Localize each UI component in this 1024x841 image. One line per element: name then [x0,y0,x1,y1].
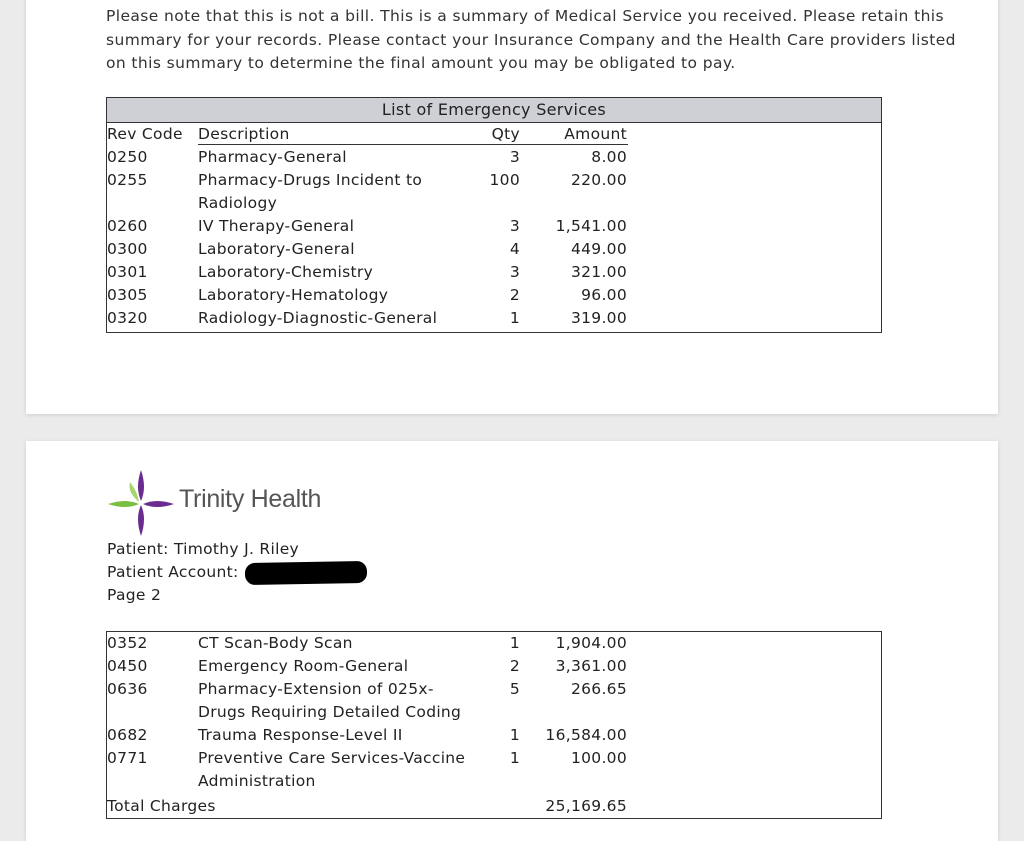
total-charges-label: Total Charges [107,797,216,815]
rev-code: 0320 [107,309,148,327]
table-row [107,169,881,215]
table-row [107,261,881,284]
rev-code: 0352 [107,634,148,652]
qty: 1 [509,749,520,767]
header-underline [198,144,628,145]
redaction-mark [244,560,366,584]
logo-text: Trinity Health [179,485,322,513]
description: Laboratory-Chemistry [198,263,374,281]
page-number: Page 2 [107,586,162,604]
rev-code: 0771 [107,749,148,767]
qty: 1 [509,726,520,744]
amount: 321.00 [570,263,627,281]
rev-code: 0255 [107,171,148,189]
table-row [107,307,881,330]
header-amount: Amount [564,125,627,143]
table-row [107,284,881,307]
rev-code: 0300 [107,240,148,258]
table-header-row [107,123,881,146]
description: Preventive Care Services-Vaccine Administration [198,749,466,790]
description: CT Scan-Body Scan [198,634,353,652]
document-page-1 [26,0,998,414]
description: Laboratory-Hematology [198,286,389,304]
qty: 4 [509,240,520,258]
table-row [107,146,881,169]
description: IV Therapy-General [198,217,355,235]
qty: 1 [509,309,520,327]
table-row [107,678,881,724]
description: Laboratory-General [198,240,355,258]
emergency-services-table-continued [106,631,882,819]
table-title: List of Emergency Services [107,98,881,123]
qty: 100 [489,171,520,189]
amount: 449.00 [570,240,627,258]
description: Pharmacy-Extension of 025x-Drugs Requiring Detailed Coding [198,680,462,721]
amount: 266.65 [570,680,627,698]
trinity-health-logo [106,468,346,538]
rev-code: 0250 [107,148,148,166]
table-row [107,632,881,655]
amount: 3,361.00 [555,657,627,675]
table-row [107,238,881,261]
amount: 1,541.00 [555,217,627,235]
header-rev-code: Rev Code [107,125,183,143]
qty: 2 [509,286,520,304]
header-qty: Qty [491,125,520,143]
table-row [107,655,881,678]
document-page-2 [26,441,998,841]
trinity-cross-logo-icon [106,468,176,538]
rev-code: 0301 [107,263,148,281]
description: Pharmacy-Drugs Incident to Radiology [198,171,423,212]
total-charges-row [107,795,881,818]
description: Pharmacy-General [198,148,347,166]
table-row [107,747,881,793]
patient-account-line [107,561,367,584]
qty: 3 [509,148,520,166]
amount: 8.00 [591,148,627,166]
description: Trauma Response-Level II [198,726,403,744]
amount: 1,904.00 [555,634,627,652]
qty: 1 [509,634,520,652]
amount: 16,584.00 [545,726,627,744]
notice-text: Please note that this is not a bill. This is a summary of Medical Service you received. Please retain this summary for your records. Please contact your Insurance Company and the Health Care providers listed on this summary to determine the final amount you may be obligated to pay. [106,7,956,72]
qty: 3 [509,263,520,281]
qty: 5 [509,680,520,698]
table-row [107,724,881,747]
patient-info [107,538,367,607]
qty: 2 [509,657,520,675]
rev-code: 0305 [107,286,148,304]
patient-account-label: Patient Account: [107,563,239,581]
table-row [107,215,881,238]
qty: 3 [509,217,520,235]
emergency-services-table [106,97,882,333]
rev-code: 0450 [107,657,148,675]
amount: 96.00 [581,286,627,304]
header-description: Description [198,125,290,143]
description: Radiology-Diagnostic-General [198,309,438,327]
amount: 220.00 [570,171,627,189]
rev-code: 0636 [107,680,148,698]
description: Emergency Room-General [198,657,409,675]
rev-code: 0260 [107,217,148,235]
total-charges-amount: 25,169.65 [545,797,627,815]
amount: 319.00 [570,309,627,327]
patient-name: Patient: Timothy J. Riley [107,540,300,558]
amount: 100.00 [570,749,627,767]
rev-code: 0682 [107,726,148,744]
